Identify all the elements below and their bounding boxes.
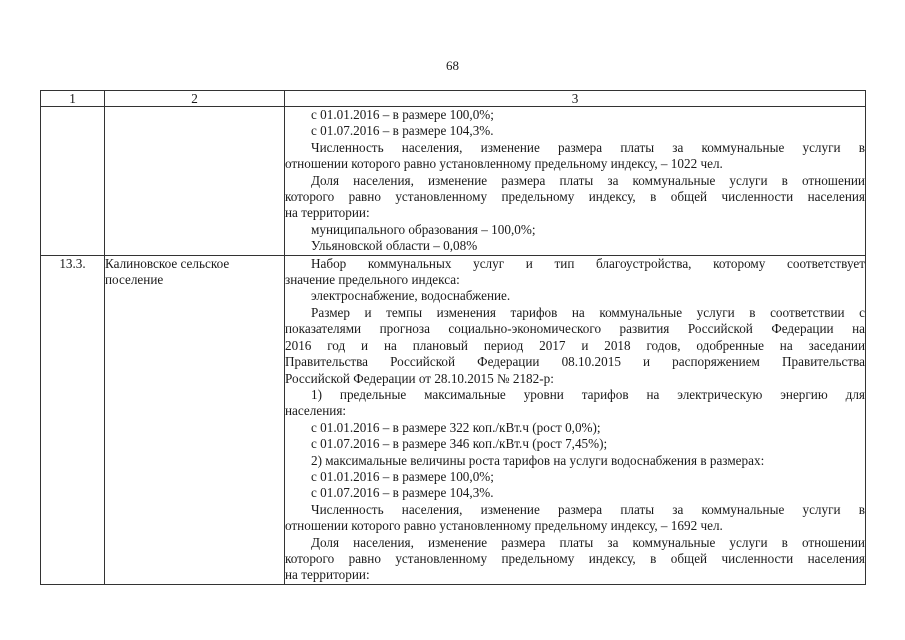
text-line: с 01.01.2016 – в размере 322 коп./кВт.ч (рост 0,0%); — [311, 419, 601, 435]
text-line: 1) предельные максимальные уровни тарифов на электрическую энергию для — [311, 386, 865, 402]
text-line: Численность населения, изменение размера платы за коммунальные услуги в — [311, 501, 865, 517]
text-line: Численность населения, изменение размера платы за коммунальные услуги в — [311, 139, 865, 155]
text-line: электроснабжение, водоснабжение. — [311, 288, 511, 304]
text-line: Размер и темпы изменения тарифов на коммунальные услуги в соответствии с — [311, 304, 865, 320]
description-cell — [285, 255, 866, 584]
table-header-row — [41, 91, 866, 107]
column-header-1: 1 — [41, 91, 105, 107]
text-line: на территории: — [285, 205, 370, 221]
text-line: Набор коммунальных услуг и тип благоустройства, которому соответствует — [311, 255, 865, 271]
description-cell — [285, 107, 866, 256]
text-line: с 01.01.2016 – в размере 100,0%; — [311, 107, 494, 122]
text-line: с 01.07.2016 – в размере 104,3%. — [311, 485, 494, 501]
text-line: 2016 год и на плановый период 2017 и 2018 годов, одобренные на заседании — [285, 337, 865, 353]
text-line: показателями прогноза социально-экономического развития Российской Федерации на — [285, 321, 865, 337]
row-number — [41, 107, 105, 256]
text-line: Доля населения, изменение размера платы за коммунальные услуги в отношении — [311, 534, 865, 550]
row-number: 13.3. — [41, 255, 105, 584]
text-line: с 01.07.2016 – в размере 104,3%. — [311, 123, 494, 139]
text-line: Доля населения, изменение размера платы за коммунальные услуги в отношении — [311, 172, 865, 188]
text-line: с 01.01.2016 – в размере 100,0%; — [311, 468, 494, 484]
text-line: населения: — [285, 403, 347, 419]
table-row — [41, 107, 866, 256]
column-header-3: 3 — [285, 91, 866, 107]
text-line: отношении которого равно установленному предельному индексу, – 1022 чел. — [285, 156, 723, 172]
text-line: 2) максимальные величины роста тарифов на услуги водоснабжения в размерах: — [311, 452, 765, 468]
settlement-name: Калиновское сельское поселение — [105, 255, 285, 584]
text-line: значение предельного индекса: — [285, 272, 460, 288]
text-line: муниципального образования – 100,0%; — [311, 221, 536, 237]
settlement-name — [105, 107, 285, 256]
table-row — [41, 255, 866, 584]
page-number: 68 — [446, 58, 459, 73]
tariff-table — [40, 90, 866, 585]
text-line: которого равно установленному предельному индексу, в общей численности населения — [285, 550, 865, 566]
text-line: с 01.07.2016 – в размере 346 коп./кВт.ч (рост 7,45%); — [311, 436, 608, 452]
text-line: Правительства Российской Федерации 08.10.2015 и распоряжением Правительства — [285, 354, 865, 370]
text-line: Ульяновской области – 0,08% — [311, 238, 478, 254]
text-line: на территории: — [285, 567, 370, 583]
column-header-2: 2 — [105, 91, 285, 107]
text-line: которого равно установленному предельному индексу, в общей численности населения — [285, 189, 865, 205]
text-line: отношении которого равно установленному предельному индексу, – 1692 чел. — [285, 518, 723, 534]
text-line: Российской Федерации от 28.10.2015 № 2182-р: — [285, 370, 554, 386]
